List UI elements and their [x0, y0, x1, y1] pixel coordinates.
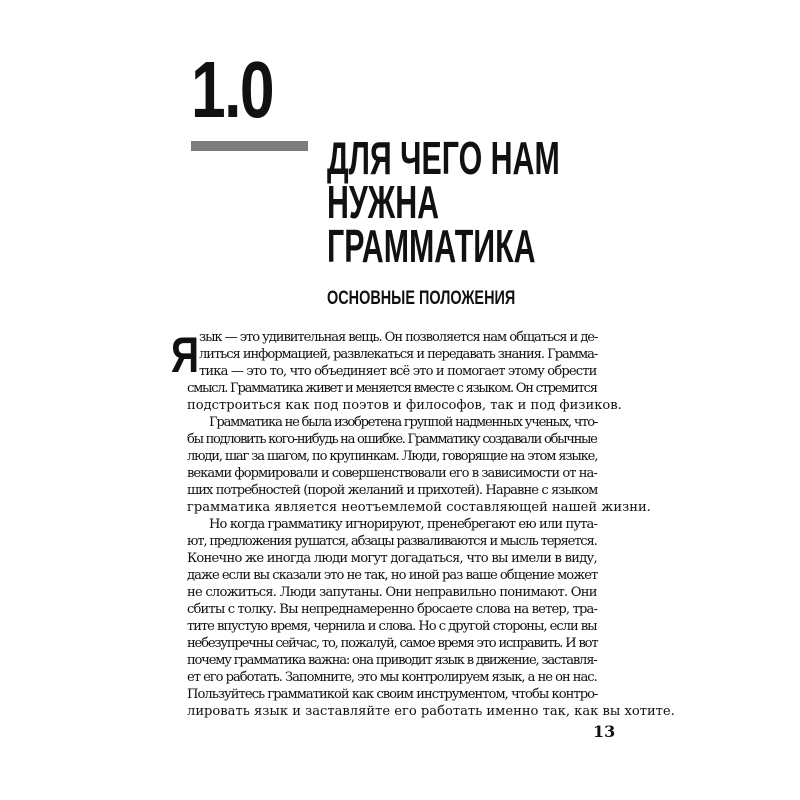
- body-line: подстроиться как под поэтов и философов, так и под физиков.: [187, 398, 622, 413]
- page-number: 13: [593, 722, 616, 741]
- body-line: смысл. Грамматика живет и меняется вместе с языком. Он стремится: [187, 381, 597, 396]
- body-line: люди, шаг за шагом, по крупинкам. Люди, говорящие на этом языке,: [187, 449, 598, 464]
- body-line: ших потребностей (порой желаний и прихотей). Наравне с языком: [187, 483, 598, 498]
- body-line: бы подловить кого-нибудь на ошибке. Грамматику создавали обычные: [187, 432, 597, 447]
- chapter-number: 1.0: [191, 45, 274, 134]
- body-line: ет его работать. Запомните, это мы контролируем язык, а не он нас.: [187, 670, 597, 685]
- body-line: литься информацией, развлекаться и передавать знания. Грамма-: [199, 347, 598, 362]
- body-line: Но когда грамматику игнорируют, пренебрегают ею или пута-: [209, 517, 597, 532]
- body-line: тите впустую время, чернила и слова. Но с другой стороны, если вы: [187, 619, 597, 634]
- body-line: грамматика является неотъемлемой составляющей нашей жизни.: [187, 500, 651, 515]
- body-line: Пользуйтесь грамматикой как своим инструментом, чтобы контро-: [187, 687, 598, 702]
- chapter-title: [327, 132, 565, 272]
- section-heading: ОСНОВНЫЕ ПОЛОЖЕНИЯ: [327, 288, 516, 309]
- body-line: тика — это то, что объединяет всё это и помогает этому обрести: [199, 364, 597, 379]
- chapter-title-line: НУЖНА: [327, 176, 440, 228]
- body-line: небезупречны сейчас, то, пожалуй, самое время это исправить. И вот: [187, 636, 598, 651]
- body-text: [187, 329, 675, 720]
- chapter-accent-bar: [191, 141, 308, 151]
- body-line: зык — это удивительная вещь. Он позволяется нам общаться и де-: [199, 330, 598, 345]
- drop-cap: Я: [171, 327, 200, 383]
- body-line: Конечно же иногда люди могут догадаться, что вы имели в виду,: [187, 551, 597, 566]
- body-line: даже если вы сказали это не так, но иной раз ваше общение может: [187, 568, 598, 583]
- body-line: лировать язык и заставляйте его работать именно так, как вы хотите.: [187, 704, 675, 719]
- body-line: Грамматика не была изобретена группой надменных ученых, что-: [209, 415, 598, 430]
- body-line: не сложиться. Люди запутаны. Они неправильно понимают. Они: [187, 585, 597, 600]
- body-line: ют, предложения рушатся, абзацы разваливаются и мысль теряется.: [187, 534, 597, 549]
- chapter-title-line: ДЛЯ ЧЕГО НАМ: [327, 132, 560, 184]
- chapter-title-line: ГРАММАТИКА: [327, 220, 536, 272]
- body-line: почему грамматика важна: она приводит язык в движение, заставля-: [187, 653, 597, 668]
- body-line: веками формировали и совершенствовали его в зависимости от на-: [187, 466, 597, 481]
- body-line: сбиты с толку. Вы непреднамеренно бросаете слова на ветер, тра-: [187, 602, 598, 617]
